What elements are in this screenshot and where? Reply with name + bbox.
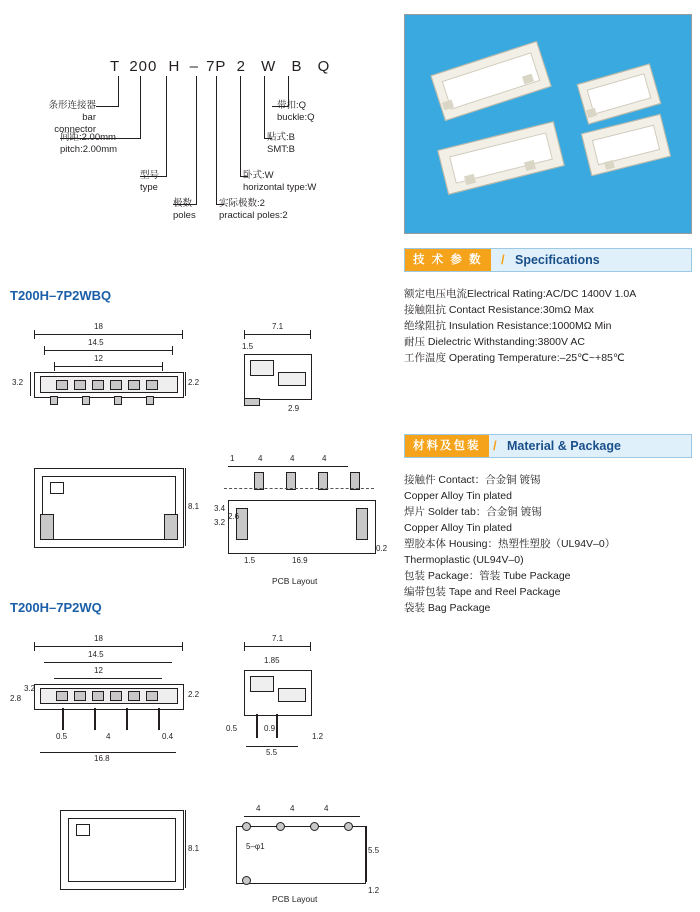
d1-bottom-tab-left: [40, 514, 54, 540]
d2-dim-18: 18: [94, 634, 103, 643]
d2-contact-6: [146, 691, 158, 701]
material-line-contact-en: Copper Alloy Tin plated: [404, 490, 512, 502]
material-line-contact: 接触件 Contact：合金铜 镀锡: [404, 474, 541, 486]
d2-side-dim-0-5: 0.5: [226, 724, 238, 733]
spec-line-temperature: 工作温度 Operating Temperature:–25℃~+85℃: [404, 352, 625, 364]
leader-line-5: [216, 76, 217, 204]
d1-dim-18: 18: [94, 322, 103, 331]
d2-dim-4: 4: [106, 732, 111, 741]
leader-line-1: [118, 76, 119, 106]
d1-pcb-dim-4b: 4: [290, 454, 295, 463]
d2-dim-2-8: 2.8: [10, 694, 22, 703]
material-line-bag: 袋装 Bag Package: [404, 602, 491, 614]
d1-contact-6: [146, 380, 158, 390]
d1-pcb-dim-1: 1: [230, 454, 235, 463]
d1-leg-4: [146, 396, 154, 405]
d2-side-dim-5-5: 5.5: [266, 748, 278, 757]
d1-pcb-dim-4c: 4: [322, 454, 327, 463]
leader-line-2: [140, 76, 141, 138]
material-line-solder-tab: 焊片 Solder tab：合金铜 镀锡: [404, 506, 542, 518]
d1-dim-14-5: 14.5: [88, 338, 104, 347]
d2-pcb-dim-4c: 4: [324, 804, 329, 813]
d2-pcb-hole-2: [276, 822, 285, 831]
pn-char-4: 7P: [206, 58, 227, 75]
pn-char-1: 200: [129, 58, 158, 75]
leader-line-4: [196, 76, 197, 204]
d1-side-dim-7-1: 7.1: [272, 322, 284, 331]
connector-body-3: [437, 121, 565, 195]
drawing-1-pcb-layout: [214, 446, 394, 598]
decoder-label-bar-connector: 条形连接器 bar connector: [48, 100, 96, 135]
d1-side-slot: [250, 360, 274, 376]
material-line-package: 包装 Package：管装 Tube Package: [404, 570, 571, 582]
decoder-label-poles: 极数 poles: [173, 198, 196, 221]
material-header-en: Material & Package: [507, 439, 621, 453]
d1-bottom-dim-8-1: 8.1: [188, 502, 200, 511]
d2-dim-0-5: 0.5: [56, 732, 68, 741]
d2-pcb-dim-1-2: 1.2: [368, 886, 380, 895]
drawing-2-front-view: [10, 634, 210, 774]
decoder-label-smt: 贴式:B SMT:B: [267, 132, 295, 155]
d2-pcb-dim-5-5: 5.5: [368, 846, 380, 855]
d1-pcb-dim-16-9: 16.9: [292, 556, 308, 565]
part-number-string: [110, 58, 330, 75]
d1-pcb-dim-0-2: 0.2: [376, 544, 388, 553]
specifications-list: [404, 286, 696, 366]
d1-pcb-dim-4a: 4: [258, 454, 263, 463]
d2-dim-0-4: 0.4: [162, 732, 174, 741]
d1-leg-1: [50, 396, 58, 405]
d1-side-leg: [244, 398, 260, 406]
drawing-1-bottom-view: [10, 458, 210, 568]
d2-side-dim-1-85: 1.85: [264, 656, 280, 665]
d1-contact-4: [110, 380, 122, 390]
d2-dim-3-2: 3.2: [24, 684, 36, 693]
d1-contact-1: [56, 380, 68, 390]
d2-contact-1: [56, 691, 68, 701]
d1-pcb-outline: [228, 500, 376, 554]
drawing-1-side-view: [226, 322, 346, 432]
d2-contact-3: [92, 691, 104, 701]
d1-dim-12: 12: [94, 354, 103, 363]
material-line-housing: 塑胶本体 Housing：热塑性塑胶（UL94V–0）: [404, 538, 616, 550]
decoder-label-practical-poles: 实际极数:2 practical poles:2: [219, 198, 288, 221]
d2-contact-5: [128, 691, 140, 701]
d1-pcb-dim-3-2: 3.2: [214, 518, 226, 527]
spec-line-insulation-resistance: 绝缘阻抗 Insulation Resistance:1000MΩ Min: [404, 320, 612, 332]
product-photo: [404, 14, 692, 234]
leader-line-3: [166, 76, 167, 176]
d2-contact-4: [110, 691, 122, 701]
material-header-cn: 材料及包装: [405, 435, 489, 457]
connector-body-4: [581, 114, 671, 177]
d2-side-notch: [278, 688, 306, 702]
d1-side-dim-1-5: 1.5: [242, 342, 254, 351]
d1-bottom-triangle-mark: [50, 482, 64, 494]
pn-char-6: W: [261, 58, 277, 75]
spec-line-rating: 额定电压电流Electrical Rating:AC/DC 1400V 1.0A: [404, 288, 637, 300]
drawing-2-side-view: [226, 634, 356, 774]
part-number-decoder: [0, 0, 400, 240]
d2-side-dim-1-2: 1.2: [312, 732, 324, 741]
material-header: [404, 434, 692, 458]
d2-bottom-triangle-mark: [76, 824, 90, 836]
material-line-tape-reel: 编带包装 Tape and Reel Package: [404, 586, 561, 598]
d2-pcb-outline: [236, 826, 366, 884]
d2-pcb-caption: PCB Layout: [272, 894, 318, 904]
d1-pcb-dim-2-6: 2.6: [228, 512, 240, 521]
d1-dim-3-2: 3.2: [12, 378, 24, 387]
pn-char-7: B: [291, 58, 303, 75]
d2-side-slot: [250, 676, 274, 692]
d1-pcb-dim-1-5: 1.5: [244, 556, 256, 565]
d1-pcb-caption: PCB Layout: [272, 576, 318, 586]
d2-pcb-hole-5: [242, 876, 251, 885]
d2-side-dim-7-1: 7.1: [272, 634, 284, 643]
pn-char-3: –: [189, 58, 199, 75]
spec-line-contact-resistance: 接触阻抗 Contact Resistance:30mΩ Max: [404, 304, 594, 316]
decoder-label-horizontal: 卧式:W horizontal type:W: [243, 170, 317, 193]
leader-line-6: [240, 76, 241, 176]
d2-pcb-hole-4: [344, 822, 353, 831]
d2-dim-16-8: 16.8: [94, 754, 110, 763]
d1-contact-3: [92, 380, 104, 390]
material-header-slash: /: [493, 438, 497, 453]
specifications-header: [404, 248, 692, 272]
specifications-header-slash: /: [501, 252, 505, 267]
drawing-2-pcb-layout: [214, 796, 394, 912]
specifications-header-cn: 技 术 参 数: [405, 249, 491, 271]
d1-side-notch: [278, 372, 306, 386]
decoder-label-pitch: 间距:2.00mm pitch:2.00mm: [60, 132, 118, 155]
spec-line-dielectric: 耐压 Dielectric Withstanding:3800V AC: [404, 336, 585, 348]
d1-dim-2-2: 2.2: [188, 378, 200, 387]
material-line-housing-en: Thermoplastic (UL94V–0): [404, 554, 524, 566]
d2-bottom-dim-8-1: 8.1: [188, 844, 200, 853]
material-list: [404, 472, 696, 616]
d1-leg-2: [82, 396, 90, 405]
d2-pcb-hole-1: [242, 822, 251, 831]
material-line-solder-tab-en: Copper Alloy Tin plated: [404, 522, 512, 534]
pn-char-5: 2: [236, 58, 246, 75]
d2-pcb-dim-4b: 4: [290, 804, 295, 813]
d1-side-dim-2-9: 2.9: [288, 404, 300, 413]
d2-dim-2-2: 2.2: [188, 690, 200, 699]
pn-char-2: H: [168, 58, 181, 75]
specifications-header-en: Specifications: [515, 253, 600, 267]
d2-pcb-dim-4a: 4: [256, 804, 261, 813]
d2-pcb-dim-5-phi1: 5–φ1: [246, 842, 265, 851]
leader-line-7: [264, 76, 265, 138]
d1-pcb-pad-right: [356, 508, 368, 540]
drawing-1-front-view: [10, 322, 210, 432]
d1-leg-3: [114, 396, 122, 405]
drawing-2-bottom-view: [10, 800, 210, 910]
d2-side-dim-0-9: 0.9: [264, 724, 276, 733]
drawing-title-2: T200H–7P2WQ: [10, 600, 102, 615]
pn-char-0: T: [110, 58, 121, 75]
d2-pcb-hole-3: [310, 822, 319, 831]
leader-tick-1: [96, 106, 119, 107]
d1-bottom-tab-right: [164, 514, 178, 540]
d2-dim-12: 12: [94, 666, 103, 675]
decoder-label-buckle: 带扣:Q buckle:Q: [277, 100, 315, 123]
d1-contact-2: [74, 380, 86, 390]
d1-pcb-dim-3-4: 3.4: [214, 504, 226, 513]
decoder-label-type: 型号 type: [140, 170, 160, 193]
drawing-title-1: T200H–7P2WBQ: [10, 288, 112, 303]
d2-contact-2: [74, 691, 86, 701]
d2-dim-14-5: 14.5: [88, 650, 104, 659]
d1-contact-5: [128, 380, 140, 390]
pn-char-8: Q: [317, 58, 331, 75]
